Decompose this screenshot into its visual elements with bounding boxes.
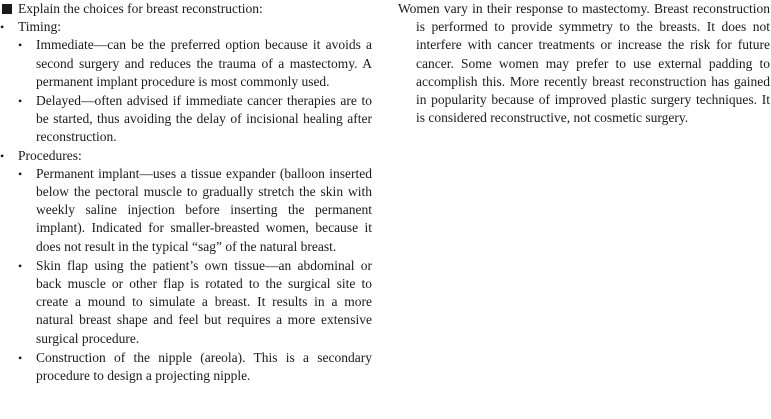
bullet-dot-icon: •	[18, 38, 23, 53]
procedures-label: Procedures:	[18, 147, 82, 163]
list-item-text: Immediate—can be the preferred option because it avoids a second surgery and reduces the trauma of a mastectomy. A permanent implant procedure is most commonly used.	[36, 37, 372, 89]
list-item-skin-flap	[0, 257, 372, 348]
timing-subheading	[0, 18, 372, 36]
list-item-permanent-implant	[0, 165, 372, 256]
bullet-dot-icon: •	[18, 94, 23, 109]
bullet-dot-icon: •	[0, 148, 5, 163]
list-item-text: Delayed—often advised if immediate cancer therapies are to be started, thus avoiding the delay of incisional healing after reconstruction.	[36, 93, 372, 145]
left-column	[0, 0, 372, 385]
main-list-item	[0, 0, 372, 18]
section-heading: Explain the choices for breast reconstruction:	[18, 1, 263, 16]
list-item-text: Construction of the nipple (areola). This is a secondary procedure to design a projecting nipple.	[36, 349, 372, 384]
list-item-text: Permanent implant—uses a tissue expander (balloon inserted below the pectoral muscle to gradually stretch the skin with weekly saline injection before inserting the permanent implant). Indicated for smaller-breasted women, because it does not result in the typical “sag” of the natural breast.	[36, 165, 372, 254]
bullet-dot-icon: •	[18, 258, 23, 273]
procedures-subheading	[0, 147, 372, 165]
list-item-immediate	[0, 36, 372, 91]
bullet-dot-icon: •	[18, 166, 23, 181]
bullet-dot-icon: •	[0, 20, 5, 35]
list-item-text: Skin flap using the patient’s own tissue—an abdominal or back muscle or other flap is rotated to the surgical site to create a mound to simulate a breast. It results in a more natural breast shape and feel but requires a more extensive surgical procedure.	[36, 257, 372, 346]
bullet-dot-icon: •	[18, 350, 23, 365]
square-bullet-icon	[2, 4, 12, 14]
list-item-nipple	[0, 349, 372, 385]
list-item-delayed	[0, 92, 372, 147]
timing-label: Timing:	[18, 19, 62, 35]
body-paragraph: Women vary in their response to mastectomy. Breast reconstruction is performed to provide symmetry to the breasts. It does not interfere with cancer treatments or increase the risk for future cancer. Some women may prefer to use external padding to accomplish this. More recently breast reconstruction has gained in popularity because of improved plastic surgery techniques. It is considered reconstructive, not cosmetic surgery.	[398, 1, 770, 126]
right-column	[398, 0, 770, 127]
